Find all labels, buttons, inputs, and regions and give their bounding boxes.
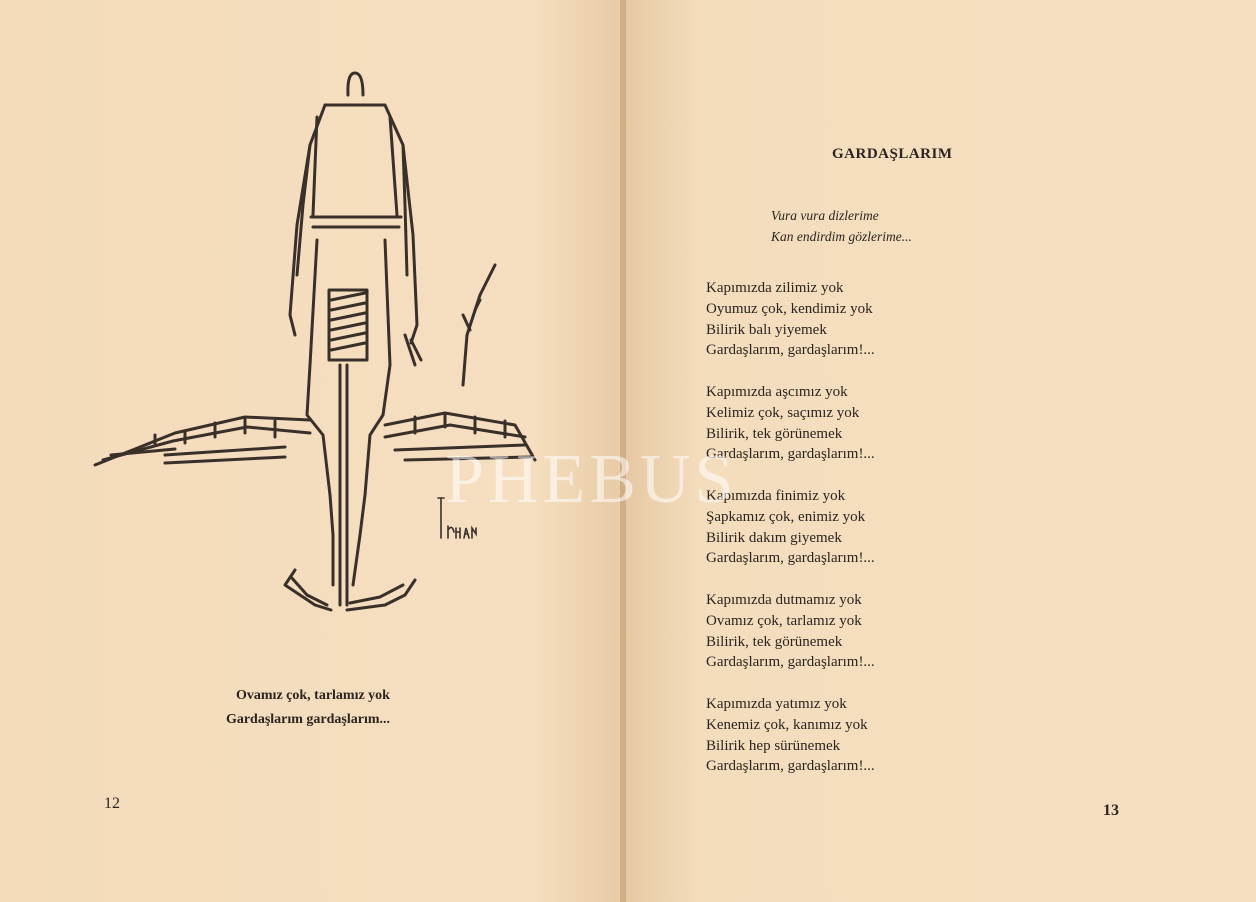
figure-illustration bbox=[85, 65, 545, 635]
stanza bbox=[706, 590, 875, 673]
page-number-left: 12 bbox=[104, 795, 120, 812]
verse-line: Gardaşlarım, gardaşlarım!... bbox=[706, 342, 875, 359]
page-number-right: 13 bbox=[1103, 802, 1119, 819]
verse-line: Ovamız çok, tarlamız yok bbox=[706, 612, 862, 629]
verse-line: Kelimiz çok, saçımız yok bbox=[706, 404, 860, 421]
verse-line: Şapkamız çok, enimiz yok bbox=[706, 508, 866, 525]
epigraph-line1: Vura vura dizlerime bbox=[771, 208, 879, 223]
verse-line: Kapımızda finimiz yok bbox=[706, 487, 846, 504]
stanza bbox=[706, 278, 875, 361]
verse-line: Kapımızda aşcımız yok bbox=[706, 383, 848, 400]
illustration-caption-line1: Ovamız çok, tarlamız yok bbox=[236, 688, 390, 703]
verse-line: Gardaşlarım, gardaşlarım!... bbox=[706, 654, 875, 671]
stanza bbox=[706, 694, 875, 777]
verse-line: Gardaşlarım, gardaşlarım!... bbox=[706, 550, 875, 567]
illustration-caption-line2: Gardaşlarım gardaşlarım... bbox=[225, 712, 391, 727]
verse-line: Gardaşlarım, gardaşlarım!... bbox=[706, 758, 875, 775]
poem-title: GARDAŞLARIM bbox=[832, 146, 953, 162]
verse-line: Bilirik hep sürünemek bbox=[706, 737, 841, 754]
verse-line: Bilirik, tek görünemek bbox=[706, 425, 843, 442]
verse-line: Bilirik dakım giyemek bbox=[706, 529, 842, 546]
verse-line: Kenemiz çok, kanımız yok bbox=[706, 716, 868, 733]
verse-line: Gardaşlarım, gardaşlarım!... bbox=[706, 446, 875, 463]
verse-line: Kapımızda zilimiz yok bbox=[706, 280, 844, 296]
verse-line: Bilirik balı yiyemek bbox=[706, 321, 827, 338]
epigraph-line2: Kan endirdim gözlerime... bbox=[771, 229, 912, 244]
poem-body bbox=[706, 278, 875, 798]
verse-line: Oyumuz çok, kendimiz yok bbox=[706, 300, 873, 317]
watermark: PHEBUS bbox=[445, 441, 738, 518]
verse-line: Kapımızda yatımız yok bbox=[706, 695, 847, 712]
verse-line: Kapımızda dutmamız yok bbox=[706, 591, 862, 608]
verse-line: Bilirik, tek görünemek bbox=[706, 633, 843, 650]
